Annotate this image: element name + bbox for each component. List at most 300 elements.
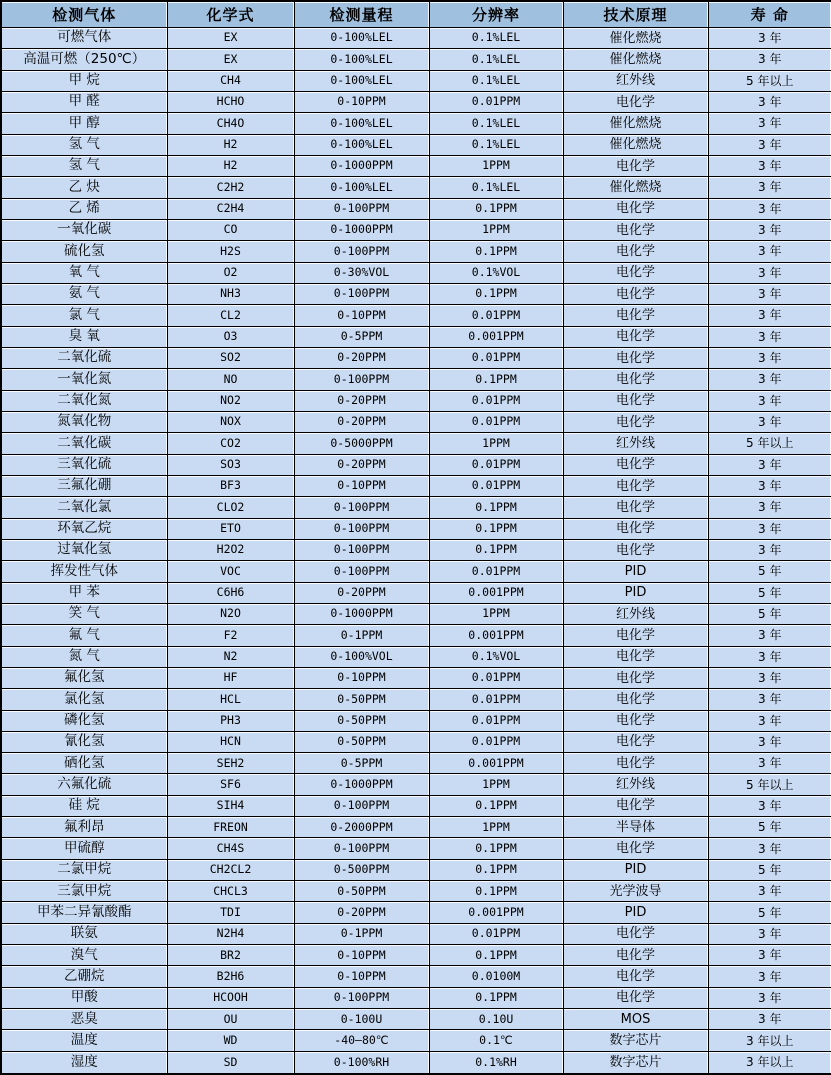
table-row	[1, 795, 831, 816]
table-cell: 1PPM	[429, 603, 563, 624]
table-cell: WD	[167, 1030, 294, 1051]
table-cell: 0-20PPM	[294, 390, 429, 411]
table-row	[1, 497, 831, 518]
table-cell: 3 年	[708, 134, 831, 155]
table-row	[1, 923, 831, 944]
table-cell: 可燃气体	[1, 28, 167, 49]
table-cell: 0-100PPM	[294, 987, 429, 1008]
table-cell: 一氧化碳	[1, 219, 167, 240]
table-row	[1, 28, 831, 49]
table-cell: CH4	[167, 70, 294, 91]
table-cell: 六氟化硫	[1, 774, 167, 795]
table-cell: 电化学	[563, 262, 708, 283]
table-row	[1, 70, 831, 91]
table-cell: TDI	[167, 902, 294, 923]
table-cell: 0.01PPM	[429, 475, 563, 496]
table-cell: 3 年	[708, 689, 831, 710]
table-cell: H2S	[167, 241, 294, 262]
table-cell: 0.1PPM	[429, 283, 563, 304]
table-cell: 氟 气	[1, 625, 167, 646]
table-row	[1, 369, 831, 390]
table-row	[1, 838, 831, 859]
table-cell: 1PPM	[429, 219, 563, 240]
table-cell: 0-100PPM	[294, 518, 429, 539]
table-cell: 甲苯二异氰酸酯	[1, 902, 167, 923]
table-cell: 0-100U	[294, 1009, 429, 1030]
table-cell: 0-5000PPM	[294, 433, 429, 454]
table-cell: CH4O	[167, 113, 294, 134]
table-cell: 0.1%LEL	[429, 49, 563, 70]
table-cell: 0.1PPM	[429, 241, 563, 262]
table-cell: 0.001PPM	[429, 902, 563, 923]
table-cell: 0.01PPM	[429, 390, 563, 411]
table-cell: 3 年	[708, 454, 831, 475]
table-cell: 电化学	[563, 539, 708, 560]
table-cell: 电化学	[563, 155, 708, 176]
table-body	[1, 28, 831, 1075]
table-cell: 氟化氢	[1, 667, 167, 688]
table-cell: 0.1PPM	[429, 838, 563, 859]
table-cell: 氯化氢	[1, 689, 167, 710]
table-row	[1, 859, 831, 880]
table-cell: 温度	[1, 1030, 167, 1051]
column-header: 寿 命	[708, 1, 831, 28]
table-cell: -40—80℃	[294, 1030, 429, 1051]
table-cell: 电化学	[563, 283, 708, 304]
table-cell: FREON	[167, 817, 294, 838]
table-cell: 0.1PPM	[429, 881, 563, 902]
table-cell: 环氧乙烷	[1, 518, 167, 539]
table-row	[1, 1009, 831, 1030]
table-cell: 3 年	[708, 987, 831, 1008]
table-cell: 0-20PPM	[294, 902, 429, 923]
table-row	[1, 219, 831, 240]
column-header: 检测气体	[1, 1, 167, 28]
table-cell: 3 年以上	[708, 1030, 831, 1051]
table-row	[1, 689, 831, 710]
table-cell: 联氨	[1, 923, 167, 944]
table-cell: 电化学	[563, 731, 708, 752]
table-cell: 3 年	[708, 518, 831, 539]
table-cell: 催化燃烧	[563, 134, 708, 155]
table-cell: 0-5PPM	[294, 326, 429, 347]
table-cell: 电化学	[563, 411, 708, 432]
table-cell: 3 年	[708, 475, 831, 496]
table-cell: 0-100PPM	[294, 795, 429, 816]
table-cell: 硒化氢	[1, 753, 167, 774]
table-cell: 磷化氢	[1, 710, 167, 731]
table-cell: 1PPM	[429, 433, 563, 454]
table-cell: 0-100%LEL	[294, 134, 429, 155]
table-cell: 催化燃烧	[563, 28, 708, 49]
table-cell: 电化学	[563, 667, 708, 688]
table-cell: SO3	[167, 454, 294, 475]
table-cell: VOC	[167, 561, 294, 582]
table-cell: 3 年	[708, 369, 831, 390]
table-cell: PID	[563, 582, 708, 603]
table-cell: 过氧化氢	[1, 539, 167, 560]
table-cell: 0-100%LEL	[294, 70, 429, 91]
table-cell: 氯 气	[1, 305, 167, 326]
table-cell: 电化学	[563, 987, 708, 1008]
table-row	[1, 113, 831, 134]
table-cell: 催化燃烧	[563, 49, 708, 70]
table-cell: 5 年以上	[708, 774, 831, 795]
table-cell: 3 年	[708, 347, 831, 368]
table-row	[1, 49, 831, 70]
table-cell: 催化燃烧	[563, 113, 708, 134]
table-cell: CHCL3	[167, 881, 294, 902]
table-cell: 0-20PPM	[294, 582, 429, 603]
table-cell: 氢 气	[1, 155, 167, 176]
table-cell: 0.01PPM	[429, 710, 563, 731]
table-cell: 0-20PPM	[294, 347, 429, 368]
table-cell: 3 年	[708, 305, 831, 326]
table-cell: 0.1%LEL	[429, 134, 563, 155]
table-cell: 电化学	[563, 475, 708, 496]
table-cell: 0-50PPM	[294, 731, 429, 752]
table-cell: 3 年	[708, 710, 831, 731]
table-cell: 二氧化硫	[1, 347, 167, 368]
table-row	[1, 1051, 831, 1074]
table-row	[1, 710, 831, 731]
table-cell: 3 年	[708, 283, 831, 304]
table-cell: SEH2	[167, 753, 294, 774]
table-cell: 电化学	[563, 390, 708, 411]
table-cell: 0.01PPM	[429, 689, 563, 710]
table-cell: 0-10PPM	[294, 91, 429, 112]
table-cell: HCHO	[167, 91, 294, 112]
table-cell: 0.1PPM	[429, 539, 563, 560]
table-cell: 数字芯片	[563, 1051, 708, 1074]
table-cell: 0-100PPM	[294, 539, 429, 560]
table-cell: 二氧化氯	[1, 497, 167, 518]
table-cell: 0-100PPM	[294, 497, 429, 518]
table-cell: 3 年	[708, 28, 831, 49]
table-cell: 光学波导	[563, 881, 708, 902]
table-cell: 3 年	[708, 1009, 831, 1030]
table-cell: 0.1PPM	[429, 497, 563, 518]
table-row	[1, 774, 831, 795]
table-row	[1, 625, 831, 646]
table-cell: 红外线	[563, 774, 708, 795]
table-cell: 电化学	[563, 497, 708, 518]
table-cell: 0.1PPM	[429, 518, 563, 539]
table-row	[1, 390, 831, 411]
table-cell: 0.01PPM	[429, 454, 563, 475]
table-cell: 0-100PPM	[294, 369, 429, 390]
table-cell: 0-1000PPM	[294, 603, 429, 624]
table-cell: 0-100PPM	[294, 198, 429, 219]
table-row	[1, 241, 831, 262]
table-cell: 三氯甲烷	[1, 881, 167, 902]
table-cell: 0-10PPM	[294, 667, 429, 688]
table-cell: 0.001PPM	[429, 753, 563, 774]
table-cell: CL2	[167, 305, 294, 326]
table-cell: B2H6	[167, 966, 294, 987]
table-row	[1, 283, 831, 304]
table-cell: NH3	[167, 283, 294, 304]
table-cell: 0-1PPM	[294, 625, 429, 646]
table-cell: 电化学	[563, 646, 708, 667]
table-cell: 电化学	[563, 369, 708, 390]
table-cell: 3 年	[708, 198, 831, 219]
table-cell: 0.1%LEL	[429, 177, 563, 198]
table-cell: 0-2000PPM	[294, 817, 429, 838]
table-cell: PID	[563, 561, 708, 582]
table-cell: 1PPM	[429, 774, 563, 795]
column-header: 技术原理	[563, 1, 708, 28]
table-cell: 0-10PPM	[294, 475, 429, 496]
table-cell: 3 年	[708, 625, 831, 646]
table-cell: 0-10PPM	[294, 966, 429, 987]
table-cell: 甲 烷	[1, 70, 167, 91]
table-cell: CH2CL2	[167, 859, 294, 880]
table-cell: 三氧化硫	[1, 454, 167, 475]
table-cell: EX	[167, 49, 294, 70]
table-cell: 电化学	[563, 241, 708, 262]
table-row	[1, 753, 831, 774]
table-cell: 电化学	[563, 753, 708, 774]
table-cell: OU	[167, 1009, 294, 1030]
table-cell: 电化学	[563, 454, 708, 475]
table-cell: 0.01PPM	[429, 411, 563, 432]
table-cell: 0-50PPM	[294, 689, 429, 710]
table-cell: 电化学	[563, 198, 708, 219]
table-cell: 半导体	[563, 817, 708, 838]
header-row	[1, 1, 831, 28]
table-cell: 0.01PPM	[429, 561, 563, 582]
table-cell: CH4S	[167, 838, 294, 859]
table-cell: 三氟化硼	[1, 475, 167, 496]
table-cell: HCL	[167, 689, 294, 710]
table-cell: 0-50PPM	[294, 710, 429, 731]
table-cell: 0-500PPM	[294, 859, 429, 880]
table-cell: SO2	[167, 347, 294, 368]
table-cell: 二氧化氮	[1, 390, 167, 411]
table-row	[1, 134, 831, 155]
table-cell: 甲 醇	[1, 113, 167, 134]
table-cell: 3 年	[708, 326, 831, 347]
table-cell: 3 年	[708, 411, 831, 432]
table-cell: 0-1000PPM	[294, 155, 429, 176]
table-cell: 3 年	[708, 838, 831, 859]
table-cell: HF	[167, 667, 294, 688]
table-cell: 红外线	[563, 603, 708, 624]
table-cell: 氮氧化物	[1, 411, 167, 432]
table-cell: 0-100%VOL	[294, 646, 429, 667]
table-cell: N2O	[167, 603, 294, 624]
table-cell: 0.1PPM	[429, 795, 563, 816]
table-cell: NOX	[167, 411, 294, 432]
table-cell: 红外线	[563, 70, 708, 91]
table-cell: 0.10U	[429, 1009, 563, 1030]
table-cell: 甲酸	[1, 987, 167, 1008]
table-cell: 红外线	[563, 433, 708, 454]
table-cell: 电化学	[563, 518, 708, 539]
table-cell: 3 年	[708, 219, 831, 240]
table-cell: 5 年	[708, 603, 831, 624]
table-cell: 3 年	[708, 966, 831, 987]
table-cell: 3 年	[708, 539, 831, 560]
table-cell: 1PPM	[429, 155, 563, 176]
table-cell: 笑 气	[1, 603, 167, 624]
column-header: 化学式	[167, 1, 294, 28]
table-cell: 0.1%LEL	[429, 28, 563, 49]
table-row	[1, 582, 831, 603]
table-row	[1, 155, 831, 176]
table-cell: 电化学	[563, 326, 708, 347]
table-cell: 电化学	[563, 347, 708, 368]
table-cell: 0.1PPM	[429, 198, 563, 219]
table-cell: 0-100%LEL	[294, 49, 429, 70]
table-cell: 氰化氢	[1, 731, 167, 752]
table-cell: PID	[563, 902, 708, 923]
table-cell: 0-30%VOL	[294, 262, 429, 283]
table-cell: 3 年	[708, 262, 831, 283]
table-cell: 电化学	[563, 838, 708, 859]
table-cell: 3 年	[708, 49, 831, 70]
table-cell: 3 年	[708, 795, 831, 816]
table-cell: 数字芯片	[563, 1030, 708, 1051]
table-cell: 乙硼烷	[1, 966, 167, 987]
table-cell: 5 年	[708, 561, 831, 582]
table-cell: 5 年	[708, 859, 831, 880]
table-cell: 甲 苯	[1, 582, 167, 603]
table-cell: 0.01PPM	[429, 347, 563, 368]
table-cell: 3 年	[708, 91, 831, 112]
table-cell: 二氯甲烷	[1, 859, 167, 880]
table-row	[1, 411, 831, 432]
table-cell: 恶臭	[1, 1009, 167, 1030]
table-cell: 0-100PPM	[294, 283, 429, 304]
table-cell: 电化学	[563, 91, 708, 112]
table-cell: H2	[167, 155, 294, 176]
table-cell: 3 年	[708, 390, 831, 411]
table-cell: 0.01PPM	[429, 923, 563, 944]
table-cell: 电化学	[563, 219, 708, 240]
table-cell: 氧 气	[1, 262, 167, 283]
table-cell: 3 年	[708, 646, 831, 667]
table-row	[1, 902, 831, 923]
table-row	[1, 1030, 831, 1051]
table-cell: 3 年	[708, 155, 831, 176]
table-cell: 1PPM	[429, 817, 563, 838]
table-cell: 0-5PPM	[294, 753, 429, 774]
table-cell: 挥发性气体	[1, 561, 167, 582]
table-cell: 0.1PPM	[429, 369, 563, 390]
table-cell: 臭 氧	[1, 326, 167, 347]
table-row	[1, 966, 831, 987]
table-row	[1, 731, 831, 752]
table-cell: BR2	[167, 945, 294, 966]
table-cell: 一氧化氮	[1, 369, 167, 390]
table-cell: 3 年	[708, 945, 831, 966]
table-cell: 高温可燃（250℃）	[1, 49, 167, 70]
table-cell: C6H6	[167, 582, 294, 603]
table-row	[1, 561, 831, 582]
table-cell: 0.0100M	[429, 966, 563, 987]
table-cell: 5 年	[708, 582, 831, 603]
table-row	[1, 539, 831, 560]
table-cell: 0-100PPM	[294, 838, 429, 859]
table-cell: 0.01PPM	[429, 305, 563, 326]
table-cell: ETO	[167, 518, 294, 539]
table-cell: SIH4	[167, 795, 294, 816]
table-cell: C2H4	[167, 198, 294, 219]
column-header: 检测量程	[294, 1, 429, 28]
table-row	[1, 347, 831, 368]
table-row	[1, 603, 831, 624]
table-cell: 0-100%RH	[294, 1051, 429, 1074]
table-cell: 0.1%RH	[429, 1051, 563, 1074]
table-cell: 甲 醛	[1, 91, 167, 112]
table-cell: 0.001PPM	[429, 582, 563, 603]
table-cell: 电化学	[563, 795, 708, 816]
table-cell: MOS	[563, 1009, 708, 1030]
table-cell: H2O2	[167, 539, 294, 560]
table-row	[1, 667, 831, 688]
table-row	[1, 518, 831, 539]
table-cell: H2	[167, 134, 294, 155]
table-cell: 0.1℃	[429, 1030, 563, 1051]
table-cell: EX	[167, 28, 294, 49]
table-cell: C2H2	[167, 177, 294, 198]
table-cell: 甲硫醇	[1, 838, 167, 859]
table-cell: 湿度	[1, 1051, 167, 1074]
table-cell: N2	[167, 646, 294, 667]
table-cell: O2	[167, 262, 294, 283]
table-cell: 0-100%LEL	[294, 113, 429, 134]
table-cell: 3 年	[708, 177, 831, 198]
table-cell: 0-50PPM	[294, 881, 429, 902]
table-cell: 0.1PPM	[429, 859, 563, 880]
table-cell: BF3	[167, 475, 294, 496]
table-cell: O3	[167, 326, 294, 347]
table-cell: 电化学	[563, 305, 708, 326]
table-cell: 0-100%LEL	[294, 28, 429, 49]
table-cell: 氨 气	[1, 283, 167, 304]
table-cell: SF6	[167, 774, 294, 795]
column-header: 分辨率	[429, 1, 563, 28]
table-cell: 氢 气	[1, 134, 167, 155]
table-cell: 乙 炔	[1, 177, 167, 198]
table-cell: HCN	[167, 731, 294, 752]
table-row	[1, 454, 831, 475]
table-cell: 3 年	[708, 881, 831, 902]
table-row	[1, 646, 831, 667]
table-cell: NO	[167, 369, 294, 390]
table-row	[1, 817, 831, 838]
table-cell: PH3	[167, 710, 294, 731]
table-cell: 3 年	[708, 731, 831, 752]
table-cell: 0.1%VOL	[429, 646, 563, 667]
table-cell: 0-100PPM	[294, 241, 429, 262]
table-cell: 溴气	[1, 945, 167, 966]
table-row	[1, 881, 831, 902]
table-cell: 电化学	[563, 923, 708, 944]
table-row	[1, 177, 831, 198]
table-cell: 0.01PPM	[429, 667, 563, 688]
table-cell: 3 年	[708, 497, 831, 518]
table-cell: 氟利昂	[1, 817, 167, 838]
table-cell: 0-1PPM	[294, 923, 429, 944]
table-cell: 0.1PPM	[429, 945, 563, 966]
table-cell: 0-1000PPM	[294, 219, 429, 240]
table-cell: 5 年以上	[708, 433, 831, 454]
table-cell: 5 年	[708, 817, 831, 838]
table-cell: 0.1%LEL	[429, 70, 563, 91]
